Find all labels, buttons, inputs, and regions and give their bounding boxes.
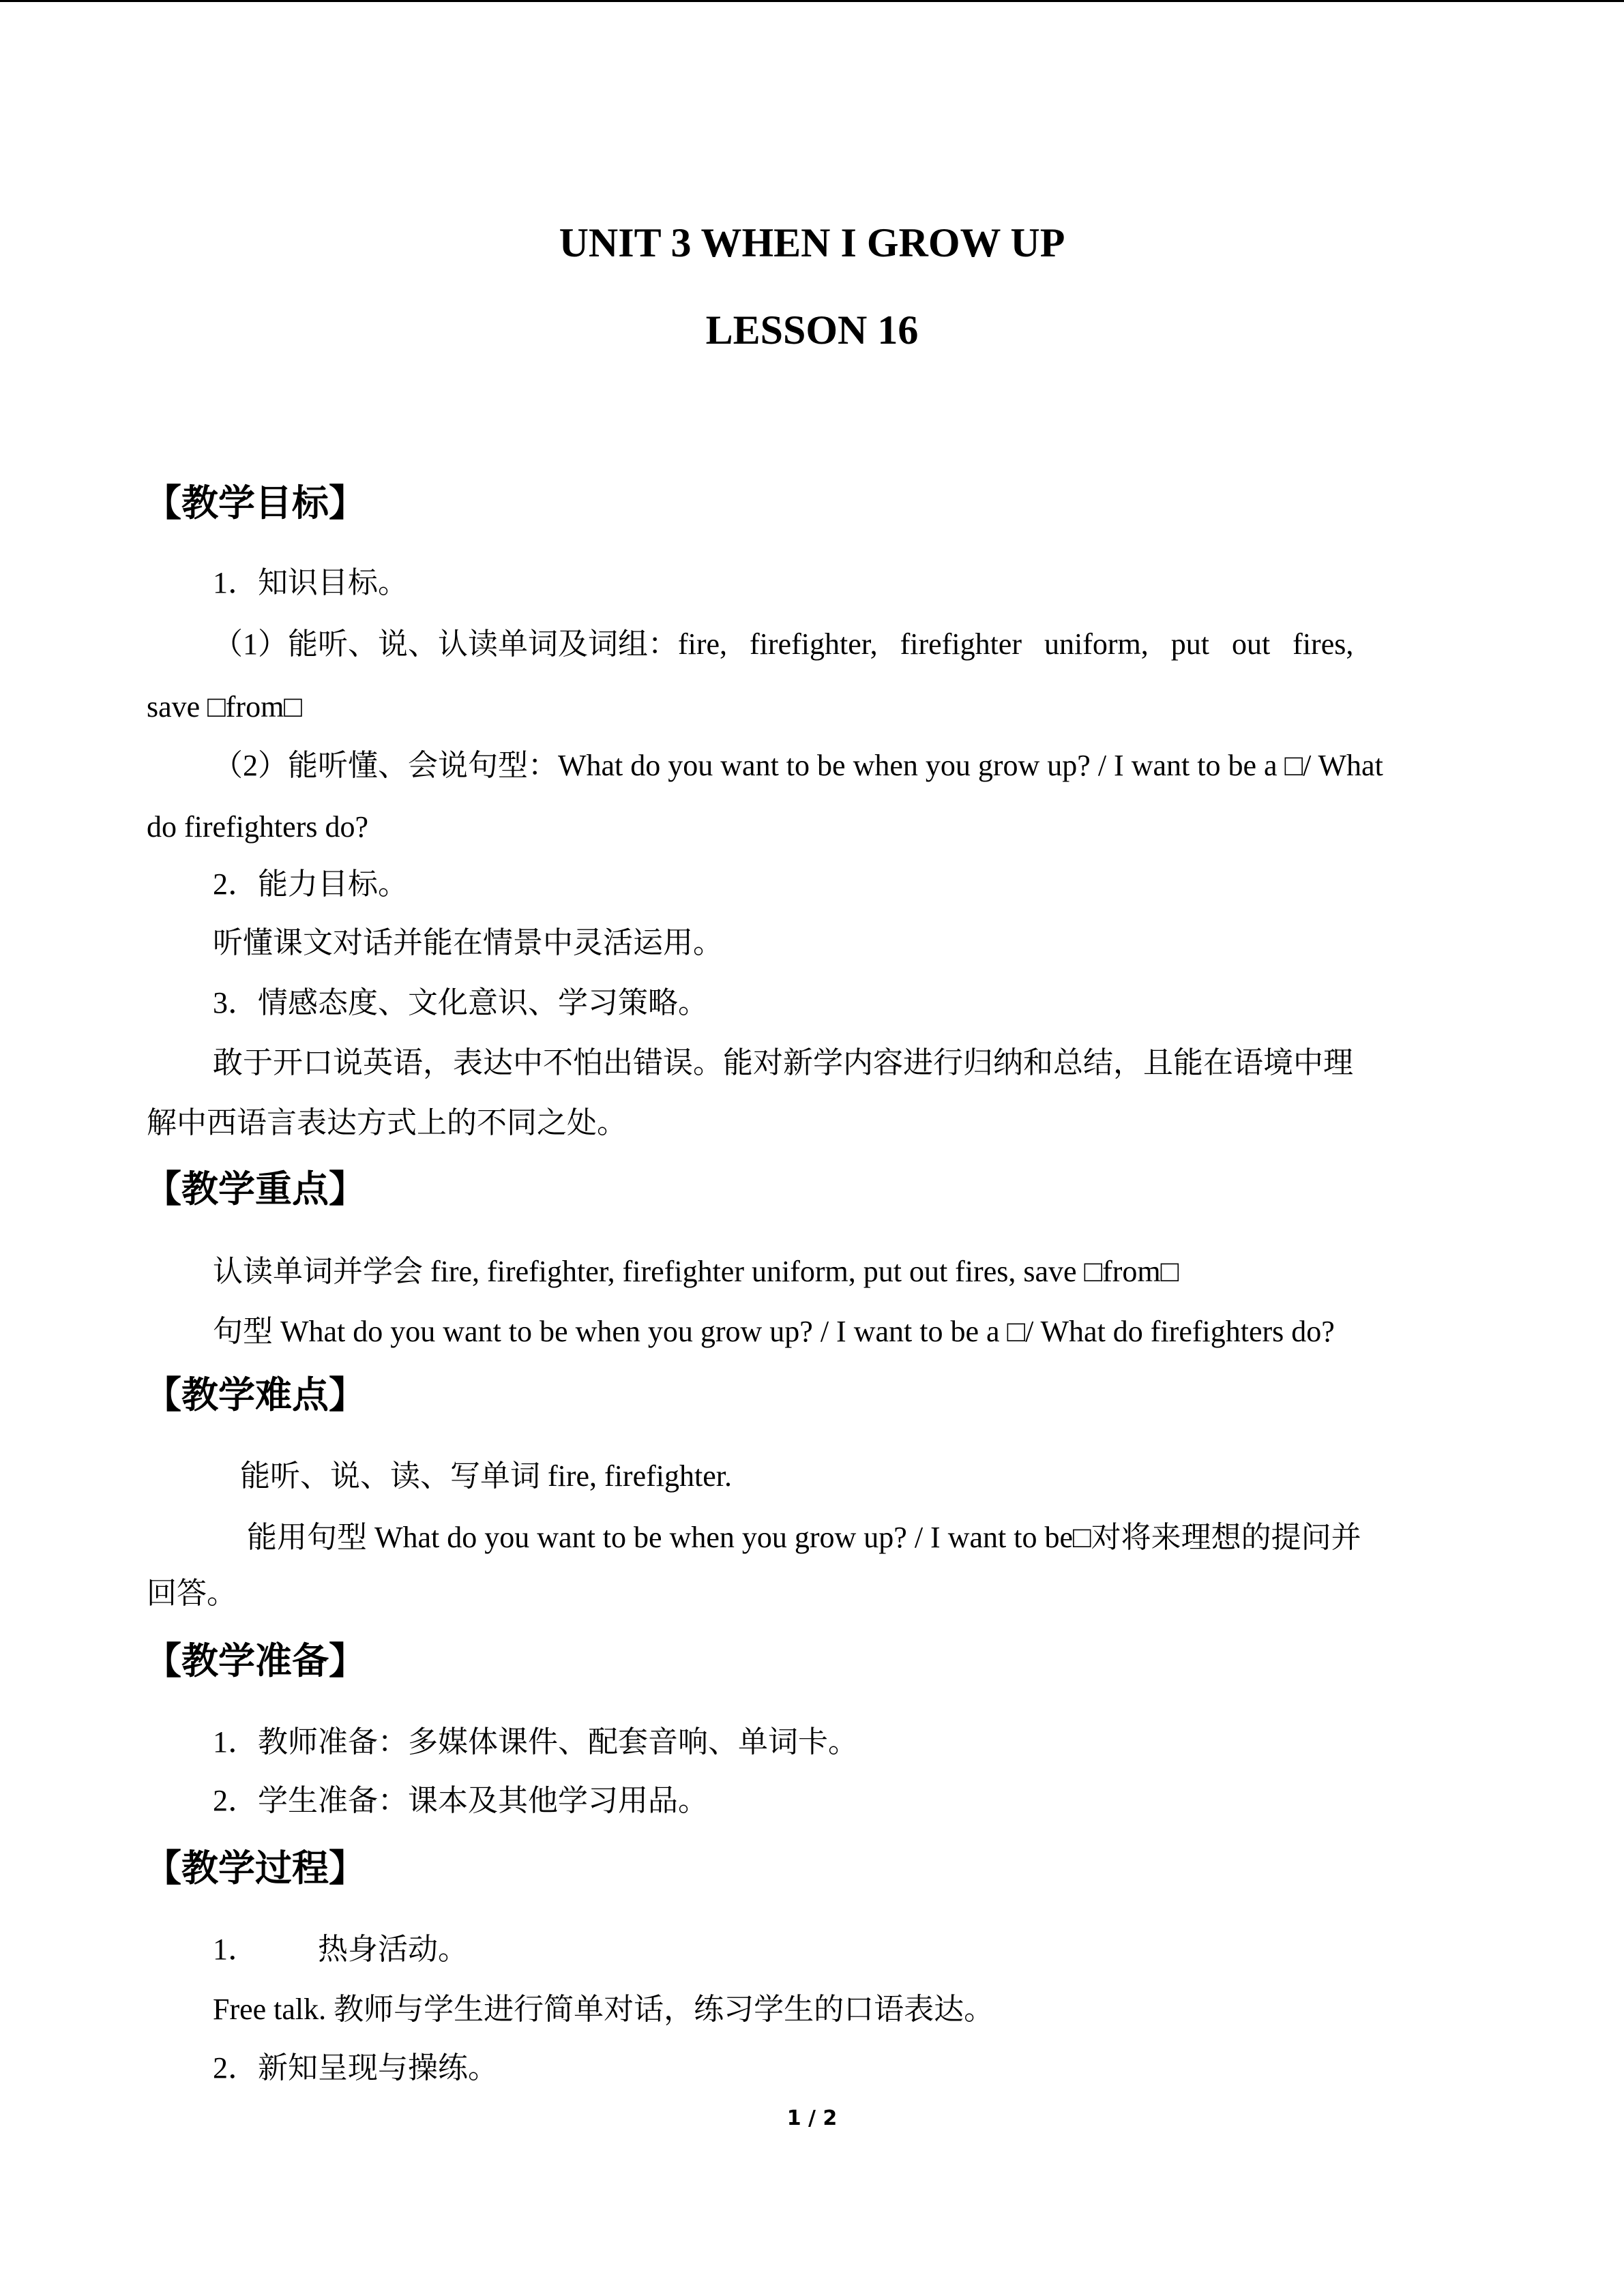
emotion-goal-title: 3．情感态度、文化意识、学习策略。 (213, 986, 708, 1019)
process-step-1-number: 1． (213, 1933, 258, 1966)
knowledge-goal-item-2-cont: do firefighters do? (147, 810, 368, 844)
knowledge-goal-item-1: （1）能听、说、认读单词及词组：fire, firefighter, firefighter uniform, put out fires, (213, 627, 1354, 661)
teacher-preparation: 1．教师准备：多媒体课件、配套音响、单词卡。 (213, 1725, 858, 1759)
difficulties-sentences: 能用句型 What do you want to be when you grow up? / I want to be□对将来理想的提问并 (247, 1521, 1361, 1554)
student-preparation: 2．学生准备：课本及其他学习用品。 (213, 1784, 708, 1817)
emotion-goal-text-cont: 解中西语言表达方式上的不同之处。 (147, 1106, 627, 1139)
difficulties-heading: 【教学难点】 (145, 1373, 366, 1416)
process-step-1-text: Free talk. 教师与学生进行简单对话，练习学生的口语表达。 (213, 1993, 994, 2026)
knowledge-goal-item-1-cont: save □from□ (147, 690, 302, 724)
process-heading: 【教学过程】 (145, 1847, 366, 1890)
lesson-title: LESSON 16 (705, 308, 919, 353)
preparation-heading: 【教学准备】 (145, 1639, 366, 1682)
emotion-goal-text: 敢于开口说英语，表达中不怕出错误。能对新学内容进行归纳和总结，且能在语境中理 (213, 1046, 1353, 1079)
difficulties-words: 能听、说、读、写单词 fire, firefighter. (240, 1459, 732, 1493)
key-points-heading: 【教学重点】 (145, 1167, 366, 1210)
knowledge-goal-item-2: （2）能听懂、会说句型：What do you want to be when you grow up? / I want to be a □/ What (213, 749, 1383, 782)
difficulties-sentences-cont: 回答。 (147, 1577, 237, 1610)
ability-goal-text: 听懂课文对话并能在情景中灵活运用。 (213, 926, 723, 959)
unit-title: UNIT 3 WHEN I GROW UP (559, 220, 1065, 265)
page-number: 1 / 2 (786, 2106, 838, 2130)
key-points-words: 认读单词并学会 fire, firefighter, firefighter uniform, put out fires, save □from□ (213, 1255, 1179, 1288)
process-step-1-title: 热身活动。 (318, 1933, 468, 1966)
objectives-heading: 【教学目标】 (145, 481, 366, 524)
knowledge-goal-title: 1．知识目标。 (213, 566, 408, 599)
ability-goal-title: 2．能力目标。 (213, 867, 408, 901)
process-step-2-title: 2．新知呈现与操练。 (213, 2051, 498, 2085)
key-points-sentences: 句型 What do you want to be when you grow up? / I want to be a □/ What do firefighters do? (213, 1315, 1335, 1348)
